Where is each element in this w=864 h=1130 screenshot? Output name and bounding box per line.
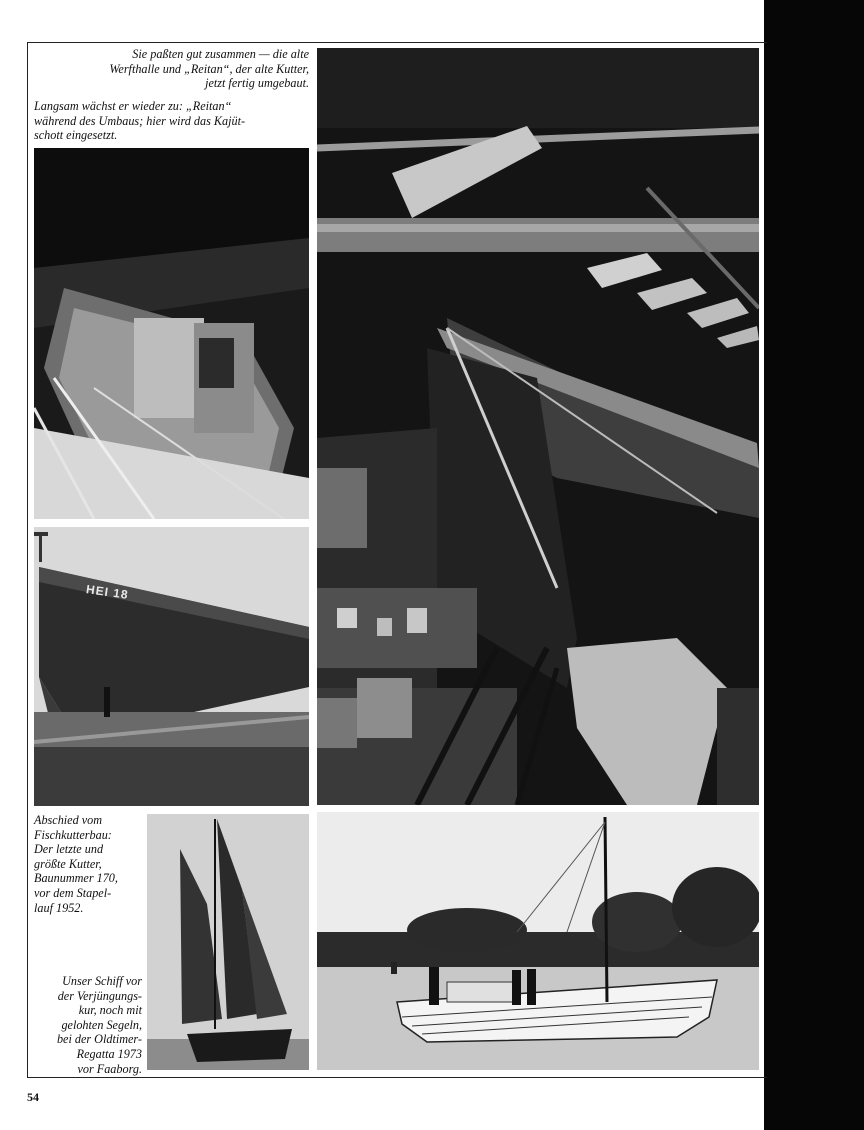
caption-line: Sie paßten gut zusammen — die alte	[132, 47, 309, 61]
caption-line: kur, noch mit	[78, 1003, 142, 1018]
photo-boat-under-reconstruction	[34, 148, 309, 519]
caption-line: Abschied vom	[34, 813, 103, 827]
photo-reitan-in-shed	[317, 48, 759, 805]
caption-regatta	[34, 974, 142, 1076]
caption-line: Regatta 1973	[76, 1046, 142, 1061]
caption-line: Langsam wächst er wieder zu: „Reitan“	[34, 99, 232, 113]
page-number: 54	[27, 1090, 39, 1104]
caption-line: Werfthalle und „Reitan“, der alte Kutter,	[109, 61, 309, 76]
caption-line: lauf 1952.	[34, 900, 84, 915]
caption-line: Unser Schiff vor	[62, 974, 142, 988]
caption-line: schott eingesetzt.	[34, 128, 118, 143]
caption-line: gelohten Segeln,	[61, 1017, 142, 1032]
hull-registration-label: HEI 18	[85, 582, 130, 602]
caption-line: Baunummer 170,	[34, 871, 118, 886]
photo-cutter-launch	[34, 527, 309, 806]
photo-rebuilt-cutter-on-water	[317, 812, 759, 1070]
caption-line: jetzt fertig umgebaut.	[205, 76, 309, 91]
caption-line: während des Umbaus; hier wird das Kajüt-	[34, 113, 246, 128]
caption-line: Fischkutterbau:	[34, 827, 112, 842]
caption-line: Der letzte und	[34, 842, 104, 857]
caption-line: vor dem Stapel-	[34, 885, 112, 900]
caption-construction	[34, 99, 314, 143]
page-edge-shadow	[764, 0, 864, 1130]
caption-line: vor Faaborg.	[77, 1061, 142, 1076]
caption-shed-and-boat	[34, 47, 309, 91]
caption-launch	[34, 813, 142, 915]
caption-line: größte Kutter,	[34, 856, 102, 871]
caption-line: bei der Oldtimer-	[56, 1032, 142, 1047]
caption-line: der Verjüngungs-	[57, 988, 142, 1003]
photo-sailing-regatta	[147, 814, 309, 1070]
